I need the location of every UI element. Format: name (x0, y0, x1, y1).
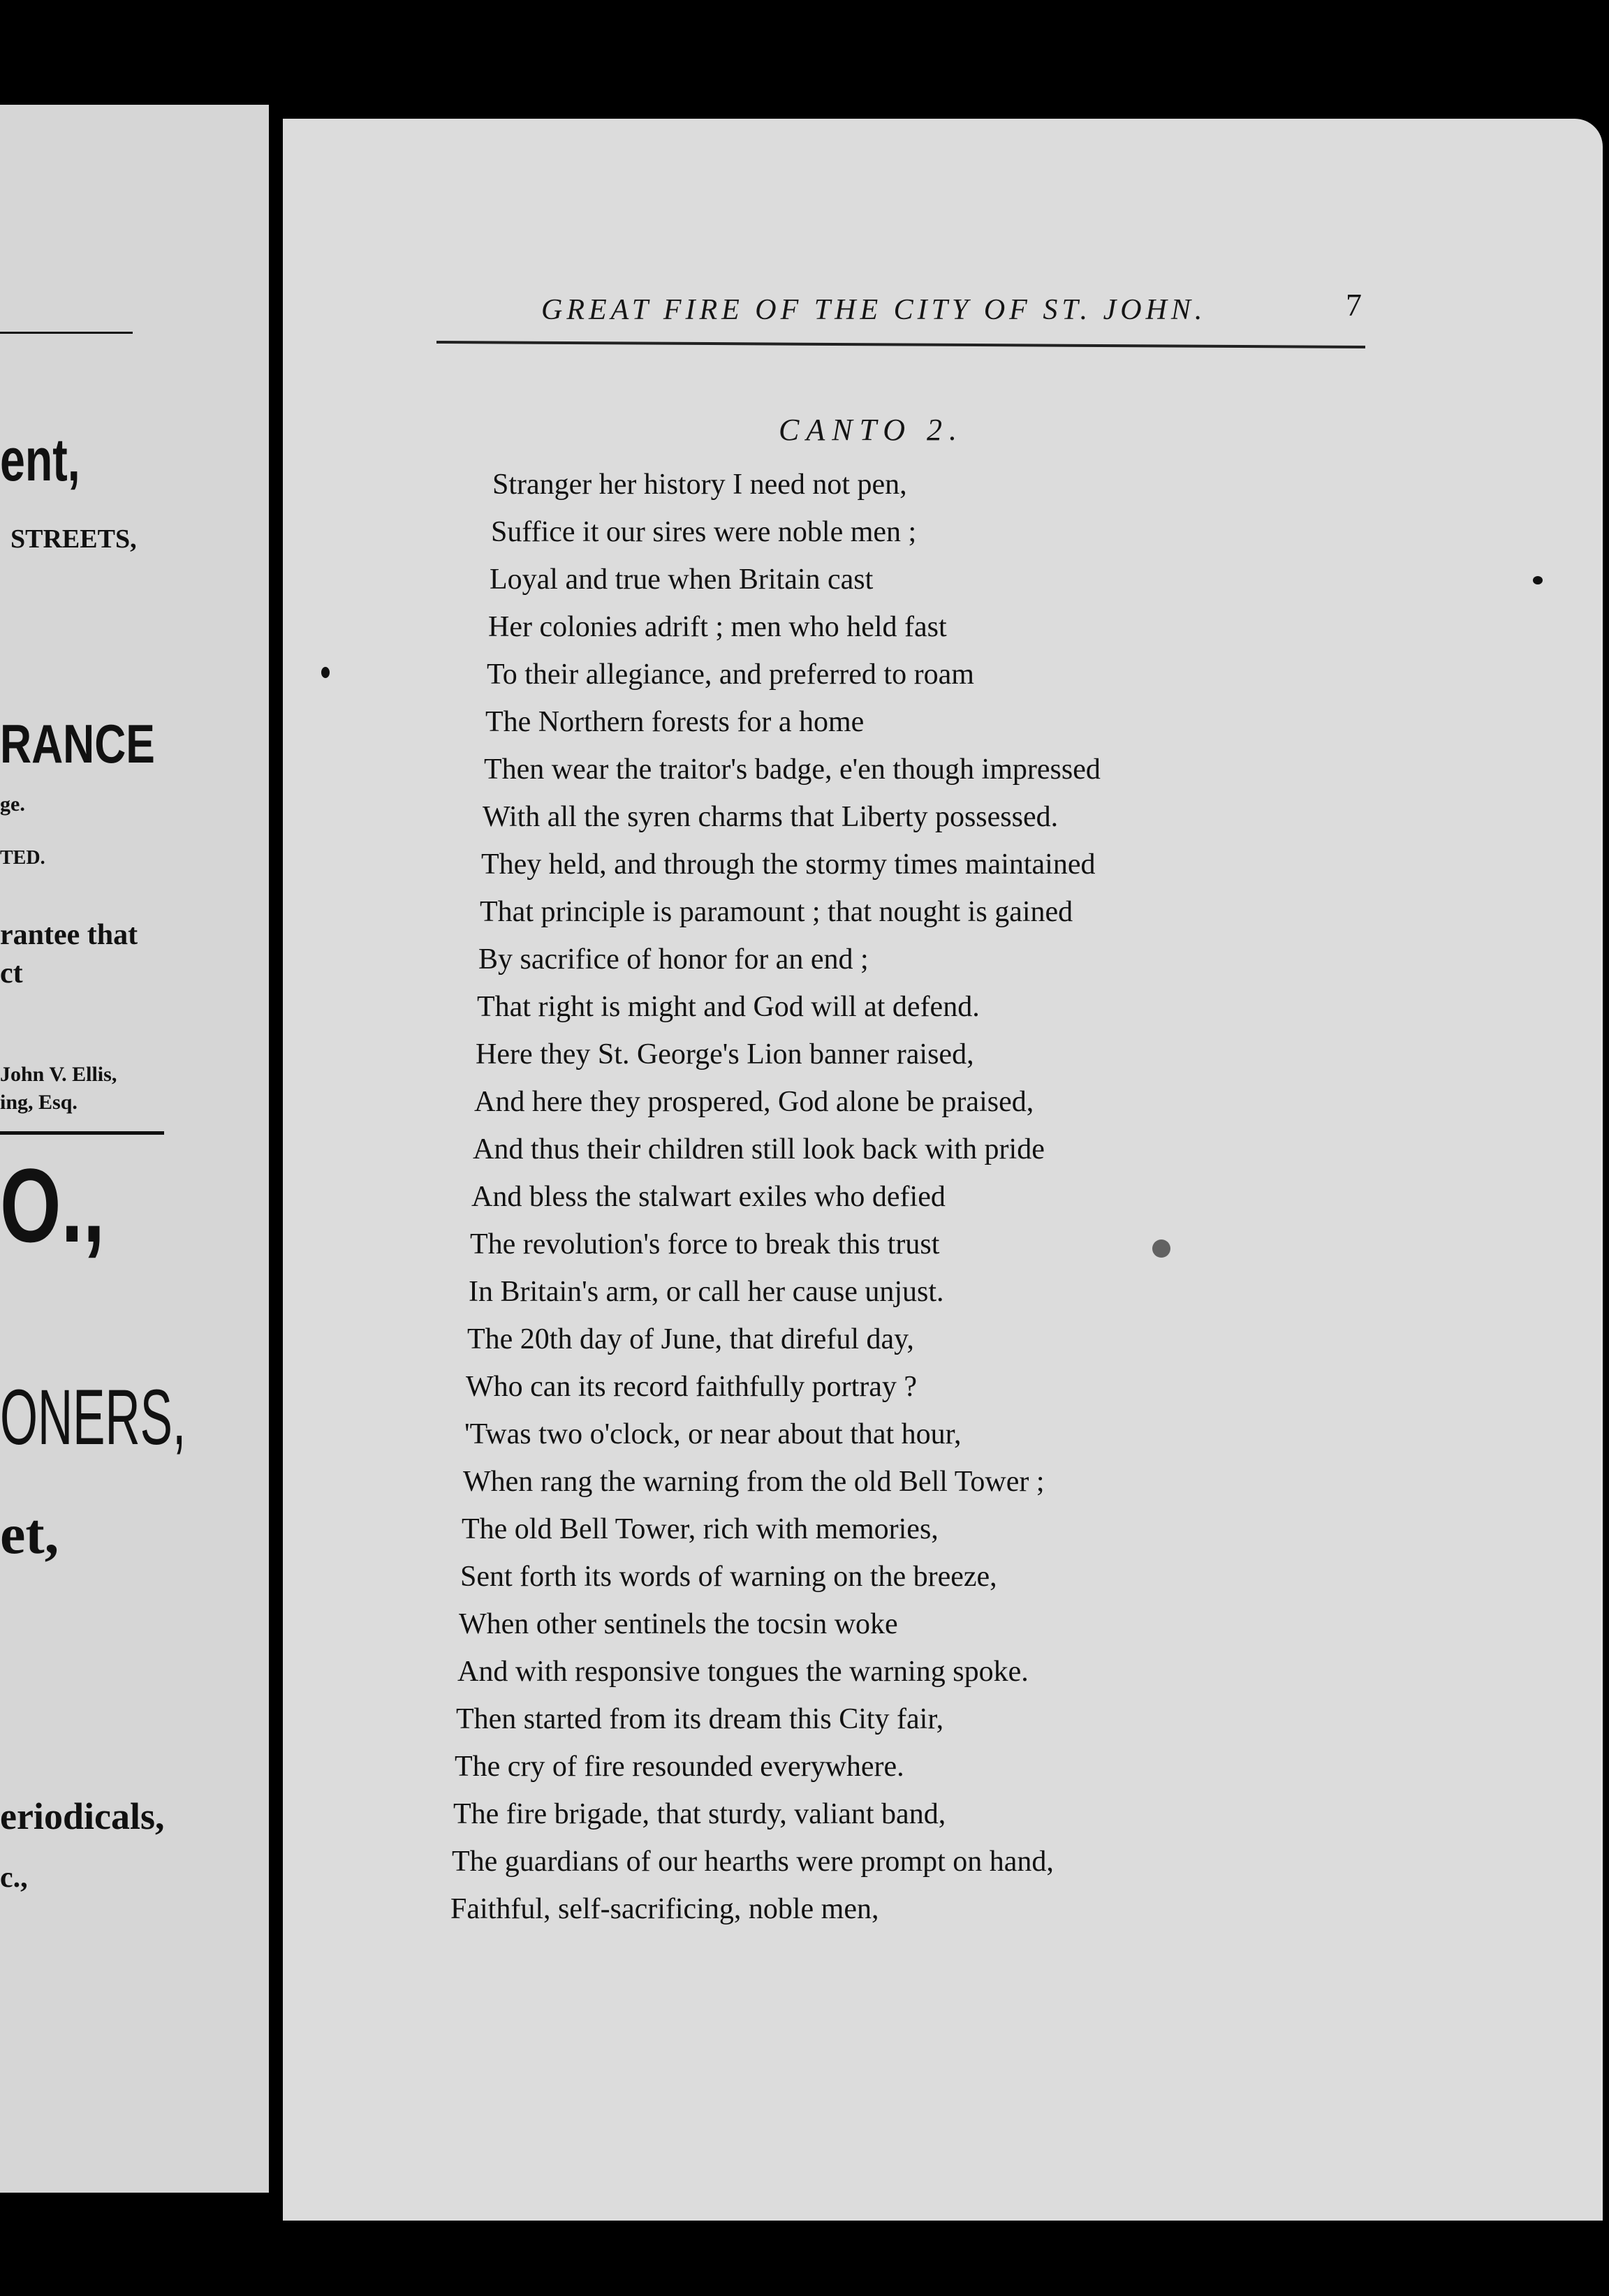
poem-line: Stranger her history I need not pen, (492, 469, 907, 501)
ink-speck (1152, 1239, 1170, 1258)
poem-line: To their allegiance, and preferred to roam (487, 658, 974, 691)
poem-line: Suffice it our sires were noble men ; (491, 516, 917, 548)
page-number: 7 (1346, 287, 1362, 323)
poem-body (283, 119, 1603, 2221)
left-fragment: TED. (0, 847, 45, 869)
ink-speck (1533, 576, 1543, 584)
poem-line: With all the syren charms that Liberty possessed. (483, 801, 1059, 833)
poem-line: When other sentinels the tocsin woke (459, 1608, 898, 1640)
poem-line: And with responsive tongues the warning spoke. (457, 1656, 1029, 1688)
left-page-fragment (0, 105, 269, 2193)
left-fragment: ent, (0, 427, 80, 494)
right-page (283, 119, 1603, 2221)
left-fragment: O., (0, 1147, 105, 1264)
poem-line: The old Bell Tower, rich with memories, (462, 1513, 939, 1545)
poem-line: Faithful, self-sacrificing, noble men, (450, 1893, 879, 1925)
poem-line: Then wear the traitor's badge, e'en though impressed (484, 753, 1101, 786)
poem-line: Then started from its dream this City fair, (456, 1703, 944, 1735)
left-page-rule (0, 1131, 164, 1135)
running-head: GREAT FIRE OF THE CITY OF ST. JOHN. (541, 294, 1207, 326)
poem-line: In Britain's arm, or call her cause unjust. (469, 1276, 944, 1308)
left-fragment: ge. (0, 793, 25, 816)
poem-line: And here they prospered, God alone be praised, (474, 1086, 1034, 1118)
poem-line: The 20th day of June, that direful day, (467, 1323, 914, 1355)
left-fragment: ONERS, (0, 1374, 186, 1461)
poem-line: Who can its record faithfully portray ? (466, 1371, 918, 1403)
left-fragment: STREETS, (10, 524, 137, 554)
left-fragment: ing, Esq. (0, 1091, 78, 1114)
poem-line: Sent forth its words of warning on the breeze, (460, 1561, 997, 1593)
poem-line: The fire brigade, that sturdy, valiant band, (453, 1798, 946, 1830)
poem-line: By sacrifice of honor for an end ; (478, 943, 869, 976)
poem-line: 'Twas two o'clock, or near about that hour, (464, 1418, 962, 1450)
poem-line: The guardians of our hearths were prompt on hand, (452, 1846, 1054, 1878)
left-fragment: c., (0, 1862, 28, 1894)
poem-line: Loyal and true when Britain cast (490, 564, 874, 596)
poem-line: That right is might and God will at defend. (477, 991, 980, 1023)
left-fragment: eriodicals, (0, 1795, 165, 1837)
poem-line: Her colonies adrift ; men who held fast (488, 611, 947, 643)
poem-line: That principle is paramount ; that nought is gained (480, 896, 1073, 928)
left-fragment: RANCE (0, 713, 155, 774)
poem-line: Here they St. George's Lion banner raised, (476, 1038, 974, 1070)
ink-speck (321, 667, 330, 678)
poem-line: And thus their children still look back with pride (473, 1133, 1045, 1165)
poem-line: They held, and through the stormy times maintained (481, 848, 1096, 881)
poem-line: When rang the warning from the old Bell Tower ; (463, 1466, 1045, 1498)
book-gutter (269, 112, 283, 2193)
left-fragment: John V. Ellis, (0, 1063, 117, 1086)
canto-heading: CANTO 2. (779, 413, 964, 447)
poem-line: The Northern forests for a home (485, 706, 865, 738)
left-fragment: rantee that (0, 919, 138, 951)
poem-line: The revolution's force to break this trust (470, 1228, 940, 1260)
left-page-rule (0, 332, 133, 334)
left-fragment: ct (0, 957, 23, 989)
poem-line: And bless the stalwart exiles who defied (471, 1181, 946, 1213)
left-fragment: et, (0, 1502, 59, 1566)
poem-line: The cry of fire resounded everywhere. (455, 1751, 904, 1783)
